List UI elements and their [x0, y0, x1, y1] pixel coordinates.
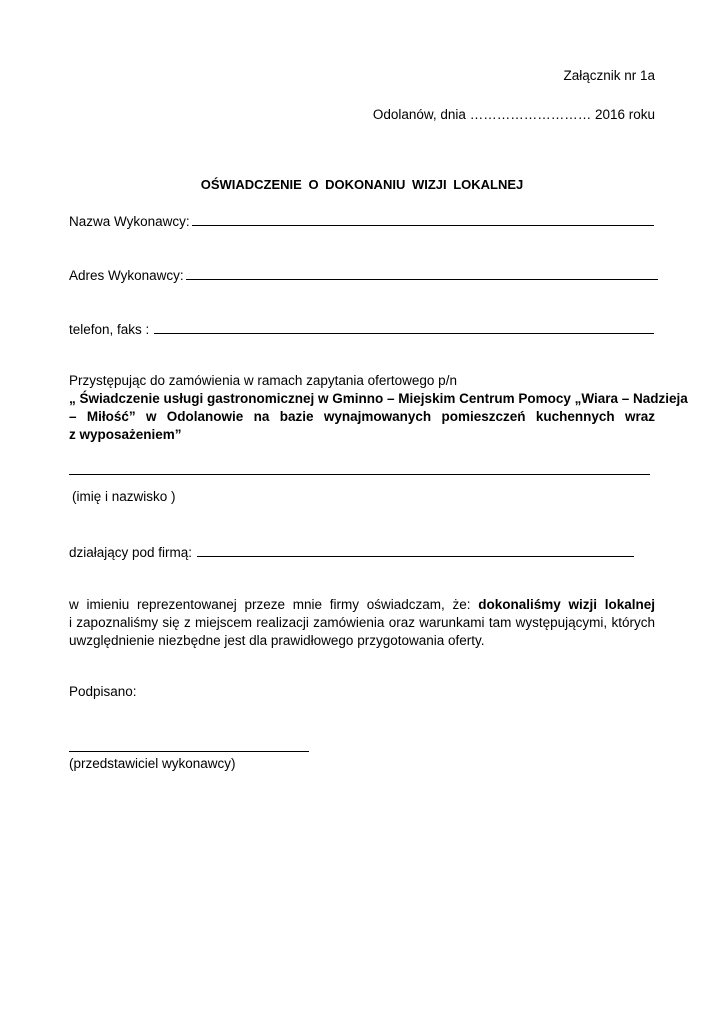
company-label: działający pod firmą: [69, 545, 193, 560]
declaration-line-1-bold: dokonaliśmy wizji lokalnej [478, 597, 655, 612]
intro-paragraph [69, 372, 688, 444]
intro-line-3: – Miłość” w Odolanowie na bazie wynajmowanych pomieszczeń kuchennych wraz [69, 409, 655, 424]
contractor-name-line[interactable] [192, 212, 654, 226]
company-line[interactable] [197, 543, 634, 557]
intro-line-1: Przystępując do zamówienia w ramach zapytania ofertowego p/n [69, 373, 457, 388]
contractor-address-label: Adres Wykonawcy: [69, 268, 184, 283]
representative-signature-line[interactable] [69, 751, 309, 752]
intro-line-4: z wyposażeniem” [69, 427, 182, 442]
contractor-address-line[interactable] [186, 266, 658, 280]
declaration-line-1-text: w imieniu reprezentowanej przeze mnie firmy oświadczam, że: [69, 597, 479, 612]
declaration-line-1 [69, 596, 655, 614]
name-signature-line[interactable] [69, 474, 650, 475]
attachment-label: Załącznik nr 1a [563, 68, 655, 83]
phone-fax-row [69, 320, 654, 339]
declaration-line-3: uwzględnienie niezbędne jest dla prawidłowego przygotowania oferty. [69, 633, 485, 648]
signed-label: Podpisano: [69, 684, 137, 699]
contractor-name-row [69, 212, 654, 231]
name-caption: (imię i nazwisko ) [72, 489, 176, 504]
contractor-name-label: Nazwa Wykonawcy: [69, 214, 190, 229]
declaration-line-2: i zapoznaliśmy się z miejscem realizacji zamówienia oraz warunkami tam występującymi, których [69, 615, 655, 630]
phone-fax-line[interactable] [154, 320, 654, 334]
document-title: OŚWIADCZENIE O DOKONANIU WIZJI LOKALNEJ [200, 177, 524, 192]
contractor-address-row [69, 266, 658, 285]
place-date: Odolanów, dnia ……………………… 2016 roku [372, 107, 655, 122]
representative-caption: (przedstawiciel wykonawcy) [69, 756, 236, 771]
declaration-paragraph [69, 596, 655, 650]
phone-fax-label: telefon, faks : [69, 322, 150, 337]
intro-line-2: „ Świadczenie usługi gastronomicznej w Gminno – Miejskim Centrum Pomocy „Wiara – Nadzieja [69, 391, 688, 406]
company-row [69, 543, 634, 562]
